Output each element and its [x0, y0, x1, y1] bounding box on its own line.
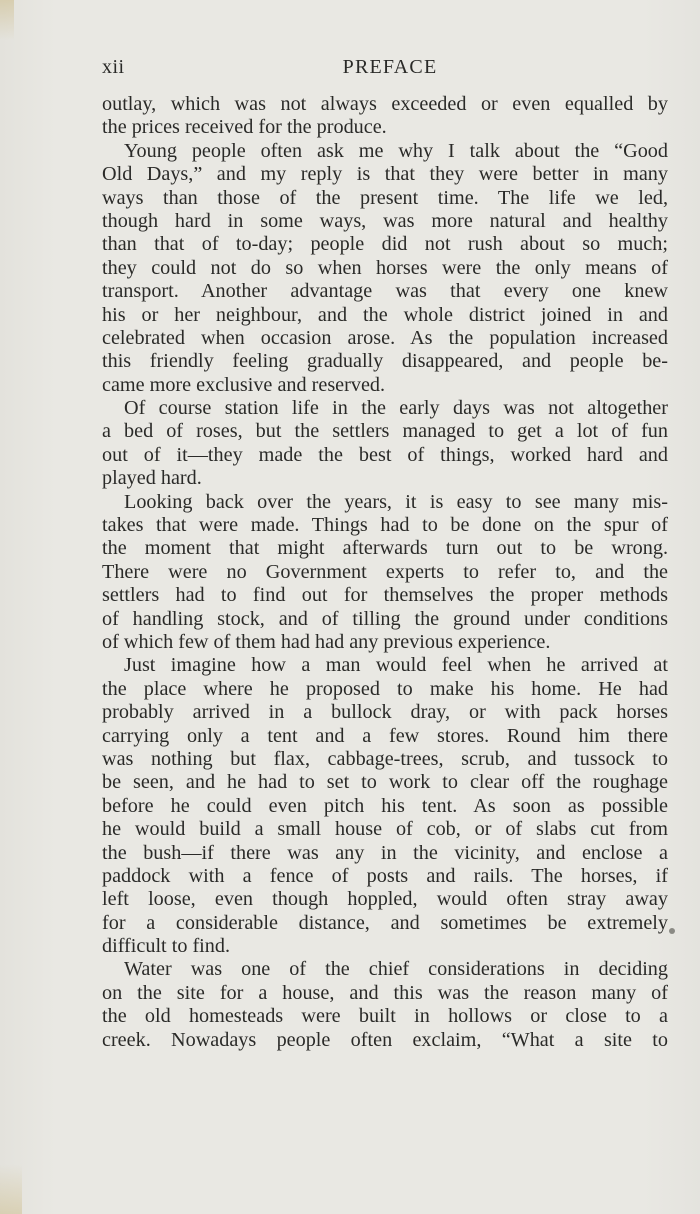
- text-line: creek. Nowadays people often exclaim, “What a site to: [102, 1028, 668, 1051]
- text-line: of which few of them had had any previous experience.: [102, 630, 551, 653]
- text-line: outlay, which was not always exceeded or even equalled by: [102, 93, 668, 115]
- text-line: Looking back over the years, it is easy to see many mis-: [124, 490, 668, 513]
- text-line: he would build a small house of cob, or of slabs cut from: [102, 818, 668, 841]
- text-line: the old homesteads were built in hollows or close to a: [102, 1005, 668, 1028]
- page-stain-top: [0, 0, 14, 40]
- paragraph: [102, 491, 668, 655]
- text-line: difficult to find.: [102, 935, 231, 958]
- text-line: out of it—they made the best of things, worked hard and: [102, 443, 668, 466]
- text-line: Old Days,” and my reply is that they were better in many: [102, 163, 668, 186]
- text-line: his or her neighbour, and the whole district joined in and: [102, 303, 668, 326]
- text-line: the prices received for the produce.: [102, 116, 387, 139]
- text-line: than that of to-day; people did not rush about so much;: [102, 233, 668, 256]
- ink-speck: [669, 928, 675, 934]
- text-line: for a considerable distance, and sometimes be extremely: [102, 911, 668, 934]
- text-line: a bed of roses, but the settlers managed to get a lot of fun: [102, 420, 668, 443]
- text-line: the place where he proposed to make his home. He had: [102, 677, 668, 700]
- paragraph: [102, 654, 668, 958]
- text-line: probably arrived in a bullock dray, or with pack horses: [102, 701, 668, 724]
- text-line: There were no Government experts to refer to, and the: [102, 560, 668, 583]
- text-line: the moment that might afterwards turn out to be wrong.: [102, 537, 668, 560]
- body-text: [102, 93, 668, 1052]
- text-line: of handling stock, and of tilling the ground under conditions: [102, 607, 668, 630]
- text-line: Of course station life in the early days was not altogether: [124, 397, 668, 420]
- text-line: Water was one of the chief considerations in deciding: [124, 958, 668, 981]
- paragraph: [102, 397, 668, 491]
- page-number: xii: [102, 56, 125, 78]
- text-line: transport. Another advantage was that every one knew: [102, 280, 668, 303]
- text-line: though hard in some ways, was more natural and healthy: [102, 209, 668, 232]
- text-line: paddock with a fence of posts and rails. The horses, if: [102, 864, 668, 887]
- text-line: was nothing but flax, cabbage-trees, scrub, and tussock to: [102, 747, 668, 770]
- text-line: Young people often ask me why I talk about the “Good: [124, 139, 668, 162]
- text-line: carrying only a tent and a few stores. Round him there: [102, 724, 668, 747]
- text-line: this friendly feeling gradually disappeared, and people be-: [102, 350, 668, 373]
- text-line: before he could even pitch his tent. As soon as possible: [102, 794, 668, 817]
- page-header: [102, 56, 668, 84]
- paragraph: [102, 958, 668, 1052]
- page-stain-bottom: [0, 1164, 22, 1214]
- text-line: the bush—if there was any in the vicinity, and enclose a: [102, 841, 668, 864]
- text-line: came more exclusive and reserved.: [102, 373, 386, 396]
- paragraph: [102, 93, 668, 140]
- running-head: PREFACE: [342, 56, 438, 78]
- text-line: left loose, even though hoppled, would often stray away: [102, 888, 668, 911]
- text-line: played hard.: [102, 467, 202, 490]
- text-line: ways than those of the present time. The life we led,: [102, 186, 668, 209]
- text-line: settlers had to find out for themselves the proper methods: [102, 584, 668, 607]
- text-line: on the site for a house, and this was the reason many of: [102, 981, 668, 1004]
- paragraph: [102, 140, 668, 397]
- text-line: celebrated when occasion arose. As the population increased: [102, 326, 668, 349]
- text-line: Just imagine how a man would feel when he arrived at: [124, 654, 668, 677]
- text-line: be seen, and he had to set to work to clear off the roughage: [102, 771, 668, 794]
- text-line: they could not do so when horses were the only means of: [102, 256, 668, 279]
- text-line: takes that were made. Things had to be done on the spur of: [102, 514, 668, 537]
